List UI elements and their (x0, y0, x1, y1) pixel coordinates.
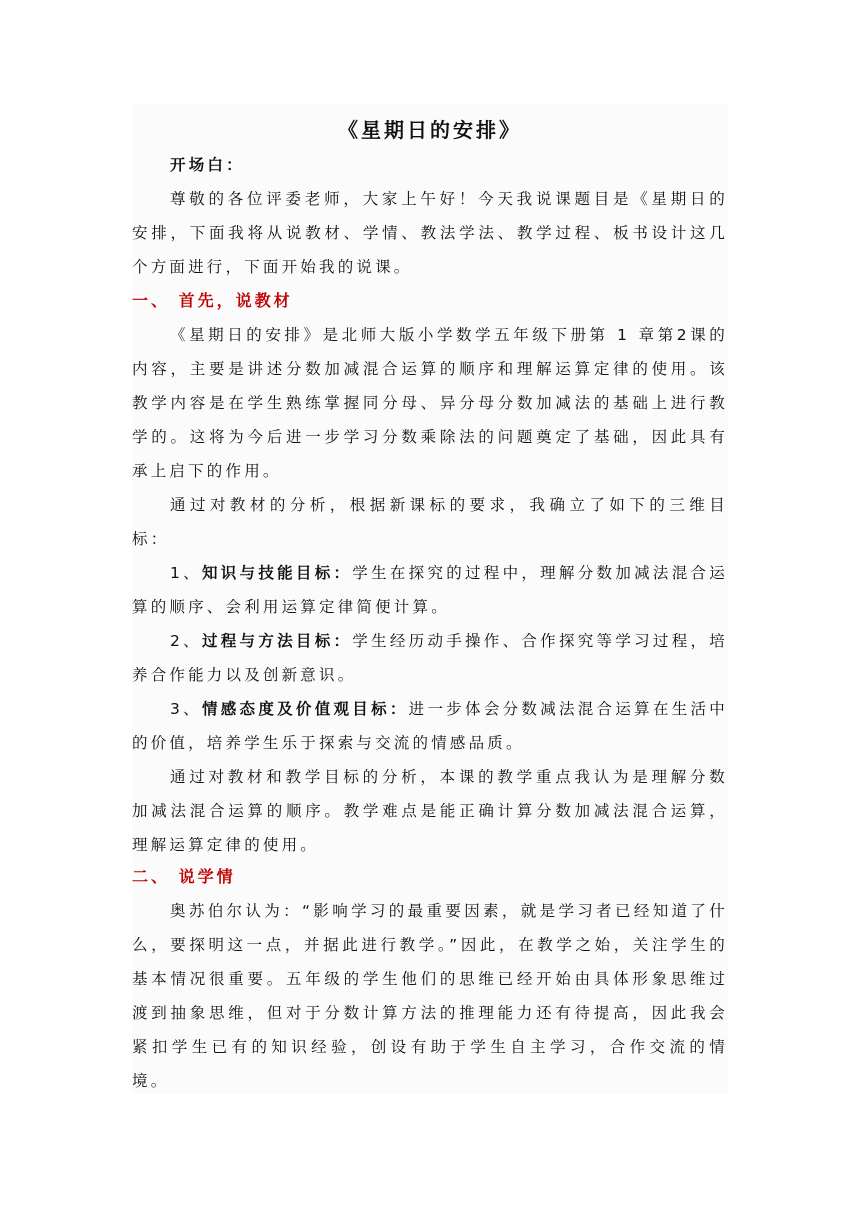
section1-paragraph-1: 《星期日的安排》是北师大版小学数学五年级下册第 1 章第2课的内容，主要是讲述分数加减混合运算的顺序和理解运算定律的使用。该教学内容是在学生熟练掌握同分母、异分母分数加减法的基础上进行教学的。这将为今后进一步学习分数乘除法的问题奠定了基础，因此具有承上启下的作用。 (132, 326, 728, 480)
goal-2-label: 过程与方法目标： (201, 632, 353, 650)
goal-3 (132, 692, 728, 760)
section2-paragraph-1: 奥苏伯尔认为：“影响学习的最重要因素，就是学习者已经知道了什么，要探明这一点，并据此进行教学。”因此，在教学之始，关注学生的基本情况很重要。五年级的学生他们的思维已经开始由具体形象思维过渡到抽象思维，但对于分数计算方法的推理能力还有待提高，因此我会紧扣学生已有的知识经验，创设有助于学生自主学习，合作交流的情境。 (132, 902, 728, 1090)
goal-2 (132, 624, 728, 692)
goal-1-text: 学生在探究的过程中，理解分数加减法混合运算的顺序、会利用运算定律简便计算。 (132, 564, 728, 616)
goal-3-label: 情感态度及价值观目标： (201, 700, 409, 718)
opening-paragraph: 尊敬的各位评委老师，大家上午好！今天我说课题目是《星期日的安排，下面我将从说教材、学情、教法学法、教学过程、板书设计这几个方面进行，下面开始我的说课。 (132, 190, 728, 276)
document-title: 《星期日的安排》 (338, 118, 522, 142)
section1-paragraph-2: 通过对教材的分析，根据新课标的要求，我确立了如下的三维目标： (132, 496, 728, 548)
goal-3-text: 进一步体会分数减法混合运算在生活中的价值，培养学生乐于探索与交流的情感品质。 (132, 700, 729, 752)
goal-2-text: 学生经历动手操作、合作探究等学习过程，培养合作能力以及创新意识。 (132, 632, 728, 684)
section1-heading: 一、 首先，说教材 (132, 291, 293, 310)
goal-3-number: 3、 (170, 700, 202, 718)
goal-2-number: 2、 (170, 632, 202, 650)
opening-label (132, 148, 728, 182)
goal-1-label: 知识与技能目标： (201, 564, 353, 582)
goal-1 (132, 556, 728, 624)
section1-paragraph-3: 通过对教材和教学目标的分析，本课的教学重点我认为是理解分数加减法混合运算的顺序。教学难点是能正确计算分数加减法混合运算，理解运算定律的使用。 (132, 768, 728, 854)
opening-label-text: 开场白： (170, 156, 245, 174)
section2-heading: 二、 说学情 (132, 867, 236, 886)
goal-1-number: 1、 (170, 564, 202, 582)
